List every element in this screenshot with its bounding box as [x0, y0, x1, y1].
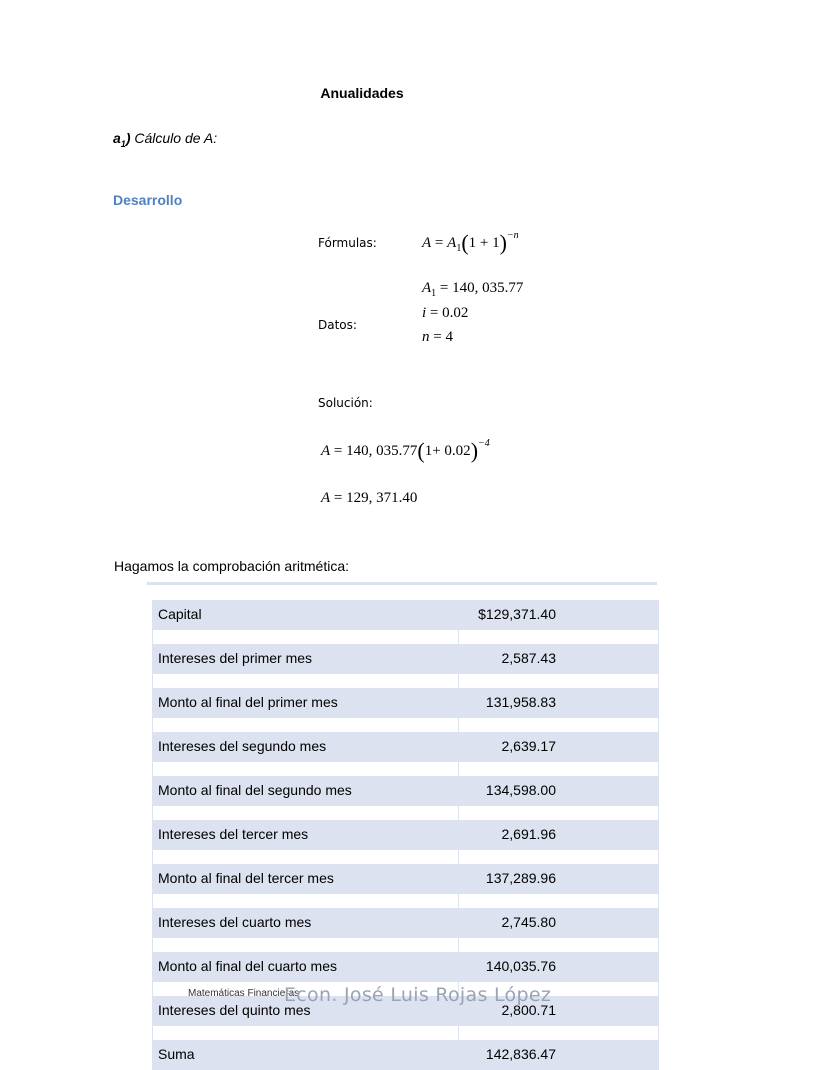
table-top-rule	[147, 582, 657, 585]
datos-item: $A_1 = 140$, 035.77	[422, 280, 524, 299]
datos-item: n = 4	[422, 329, 453, 345]
spacer-cell	[459, 674, 659, 688]
row-amount: 140,035.76	[485, 958, 556, 974]
spacer-cell	[152, 1026, 459, 1040]
row-amount: 142,836.47	[485, 1046, 556, 1062]
section-text: Cálculo de A:	[134, 130, 218, 146]
row-spacer	[152, 718, 659, 732]
table-row	[152, 776, 659, 806]
row-spacer	[152, 894, 659, 908]
row-spacer	[152, 938, 659, 952]
table-row	[152, 644, 659, 674]
spacer-cell	[152, 938, 459, 952]
spacer-cell	[152, 806, 459, 820]
row-spacer	[152, 850, 659, 864]
row-spacer	[152, 762, 659, 776]
table-row	[152, 732, 659, 762]
row-amount: 137,289.96	[485, 870, 556, 886]
table-row	[152, 864, 659, 894]
row-amount: 2,800.71	[501, 1002, 556, 1018]
row-description: Monto al final del primer mes	[158, 694, 338, 710]
row-description: Intereses del quinto mes	[158, 1002, 311, 1018]
spacer-cell	[459, 718, 659, 732]
formulas-label: Fórmulas:	[318, 236, 377, 250]
row-amount: 2,745.80	[501, 914, 556, 930]
footer-subject: Matemáticas Financieras	[188, 988, 300, 999]
row-description: Intereses del tercer mes	[158, 826, 309, 842]
page-title: Anualidades	[320, 85, 404, 101]
spacer-cell	[152, 718, 459, 732]
table-row	[152, 820, 659, 850]
table-row	[152, 1040, 659, 1070]
spacer-cell	[459, 630, 659, 644]
row-description: Monto al final del cuarto mes	[158, 958, 337, 974]
row-description: Monto al final del tercer mes	[158, 870, 334, 886]
row-spacer	[152, 806, 659, 820]
table-row	[152, 908, 659, 938]
section-label: $a_1$)	[113, 130, 131, 149]
solucion-result: A = 129, 371.40	[321, 490, 418, 506]
spacer-cell	[459, 762, 659, 776]
solucion-line: A = 140, $035.77(1+ 0.02)^{-4}$	[321, 438, 490, 463]
spacer-cell	[459, 806, 659, 820]
row-amount: 134,598.00	[485, 782, 556, 798]
datos-label: Datos:	[318, 318, 357, 332]
row-description: Intereses del cuarto mes	[158, 914, 312, 930]
row-amount: 2,639.17	[501, 738, 556, 754]
row-amount: 2,587.43	[501, 650, 556, 666]
row-amount: $129,371.40	[478, 606, 556, 622]
spacer-cell	[152, 630, 459, 644]
row-spacer	[152, 630, 659, 644]
spacer-cell	[459, 1026, 659, 1040]
row-description: Intereses del primer mes	[158, 650, 313, 666]
formula-main: $A = A_1(1 + 1)^{-n}$	[422, 230, 519, 255]
row-description: Intereses del segundo mes	[158, 738, 327, 754]
row-spacer	[152, 674, 659, 688]
row-description: Suma	[158, 1046, 195, 1062]
section-heading	[113, 130, 217, 149]
datos-item: i = 0.02	[422, 305, 469, 321]
spacer-cell	[152, 894, 459, 908]
table-row	[152, 600, 659, 630]
solucion-label: Solución:	[318, 396, 373, 410]
spacer-cell	[459, 894, 659, 908]
spacer-cell	[152, 762, 459, 776]
spacer-cell	[459, 850, 659, 864]
spacer-cell	[152, 850, 459, 864]
table-row	[152, 688, 659, 718]
footer-author: Econ. José Luis Rojas López	[284, 984, 552, 1006]
row-description: Monto al final del segundo mes	[158, 782, 352, 798]
check-text: Hagamos la comprobación aritmética:	[114, 558, 349, 574]
desarrollo-heading: Desarrollo	[113, 192, 183, 208]
spacer-cell	[152, 674, 459, 688]
row-amount: 131,958.83	[485, 694, 556, 710]
row-spacer	[152, 1026, 659, 1040]
row-amount: 2,691.96	[501, 826, 556, 842]
spacer-cell	[459, 938, 659, 952]
table-row	[152, 952, 659, 982]
row-description: Capital	[158, 606, 202, 622]
